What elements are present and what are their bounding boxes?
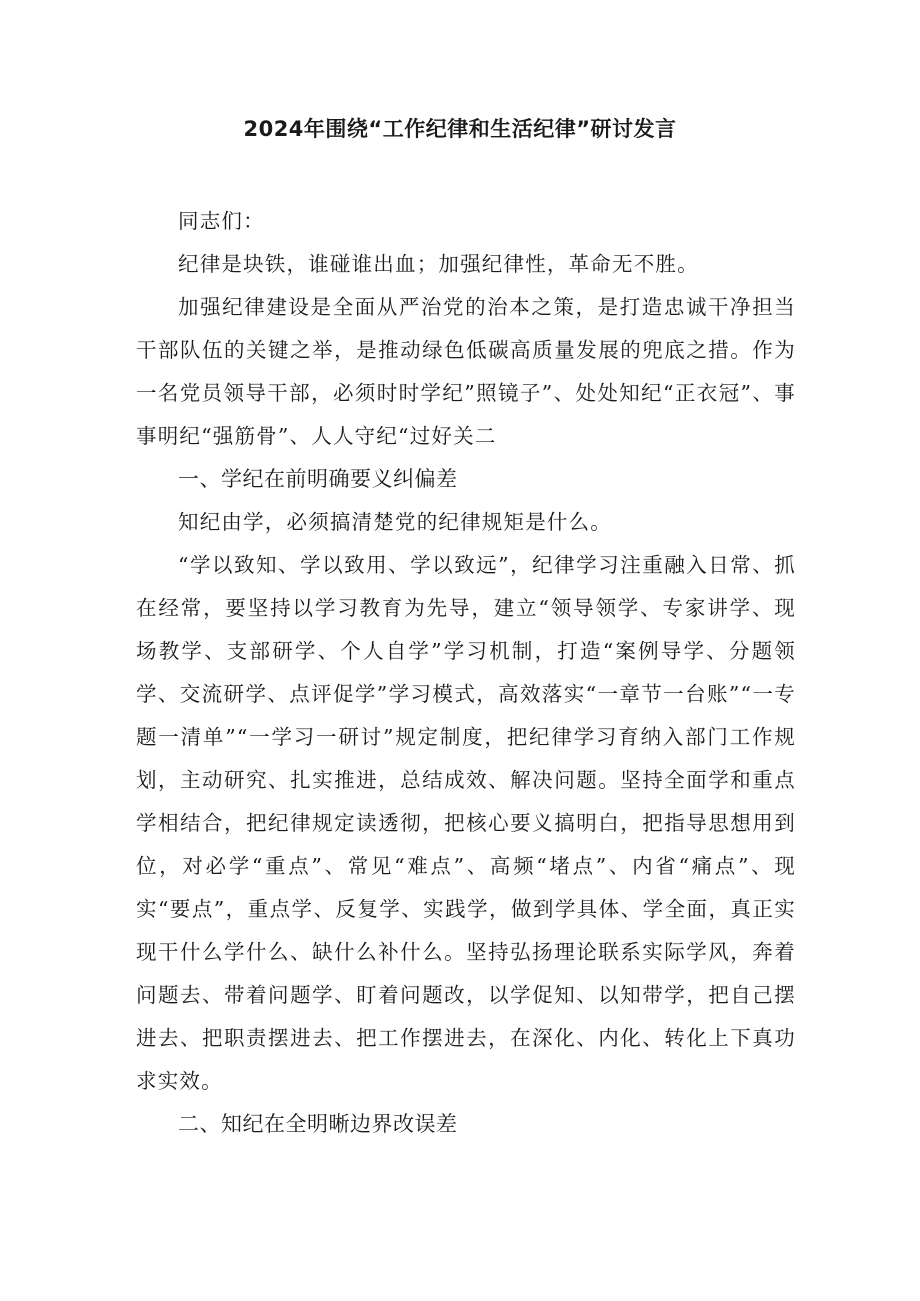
paragraph-2: 加强纪律建设是全面从严治党的治本之策，是打造忠诚干净担当干部队伍的关键之举，是推动绿色低碳高质量发展的兜底之措。作为一名党员领导干部，必须时时学纪”照镜子”、处处知纪“正衣冠”、事事明纪“强筋骨”、人人守纪“过好关二 [136, 295, 796, 448]
document-body [136, 200, 796, 1146]
document-title: 2024年围绕“工作纪律和生活纪律”研讨发言 [243, 117, 677, 141]
paragraph-4: “学以致知、学以致用、学以致远”，纪律学习注重融入日常、抓在经常，要坚持以学习教育为先导，建立“领导领学、专家讲学、现场教学、支部研学、个人自学”学习机制，打造“案例导学、分题领学、交流研学、点评促学”学习模式，高效落实“一章节一台账”“一专题一清单”“一学习一研讨”规定制度，把纪律学习育纳入部门工作规划，主动研究、扎实推进，总结成效、解决问题。坚持全面学和重点学相结合，把纪律规定读透彻，把核心要义搞明白，把指导思想用到位，对必学“重点”、常见“难点”、高频“堵点”、内省“痛点”、现实“要点”，重点学、反复学、实践学，做到学具体、学全面，真正实现干什么学什么、缺什么补什么。坚持弘扬理论联系实际学风，奔着问题去、带着问题学、盯着问题改，以学促知、以知带学，把自己摆进去、把职责摆进去、把工作摆进去，在深化、内化、转化上下真功求实效。 [136, 553, 796, 1093]
salutation: 同志们： [178, 209, 265, 233]
section-heading-1: 一、学纪在前明确要义纠偏差 [178, 467, 458, 491]
section-heading-2: 二、知纪在全明晰边界改误差 [178, 1112, 458, 1136]
paragraph-1: 纪律是块铁，谁碰谁出血；加强纪律性，革命无不胜。 [178, 252, 699, 276]
paragraph-3: 知纪由学，必须搞清楚党的纪律规矩是什么。 [178, 510, 612, 534]
